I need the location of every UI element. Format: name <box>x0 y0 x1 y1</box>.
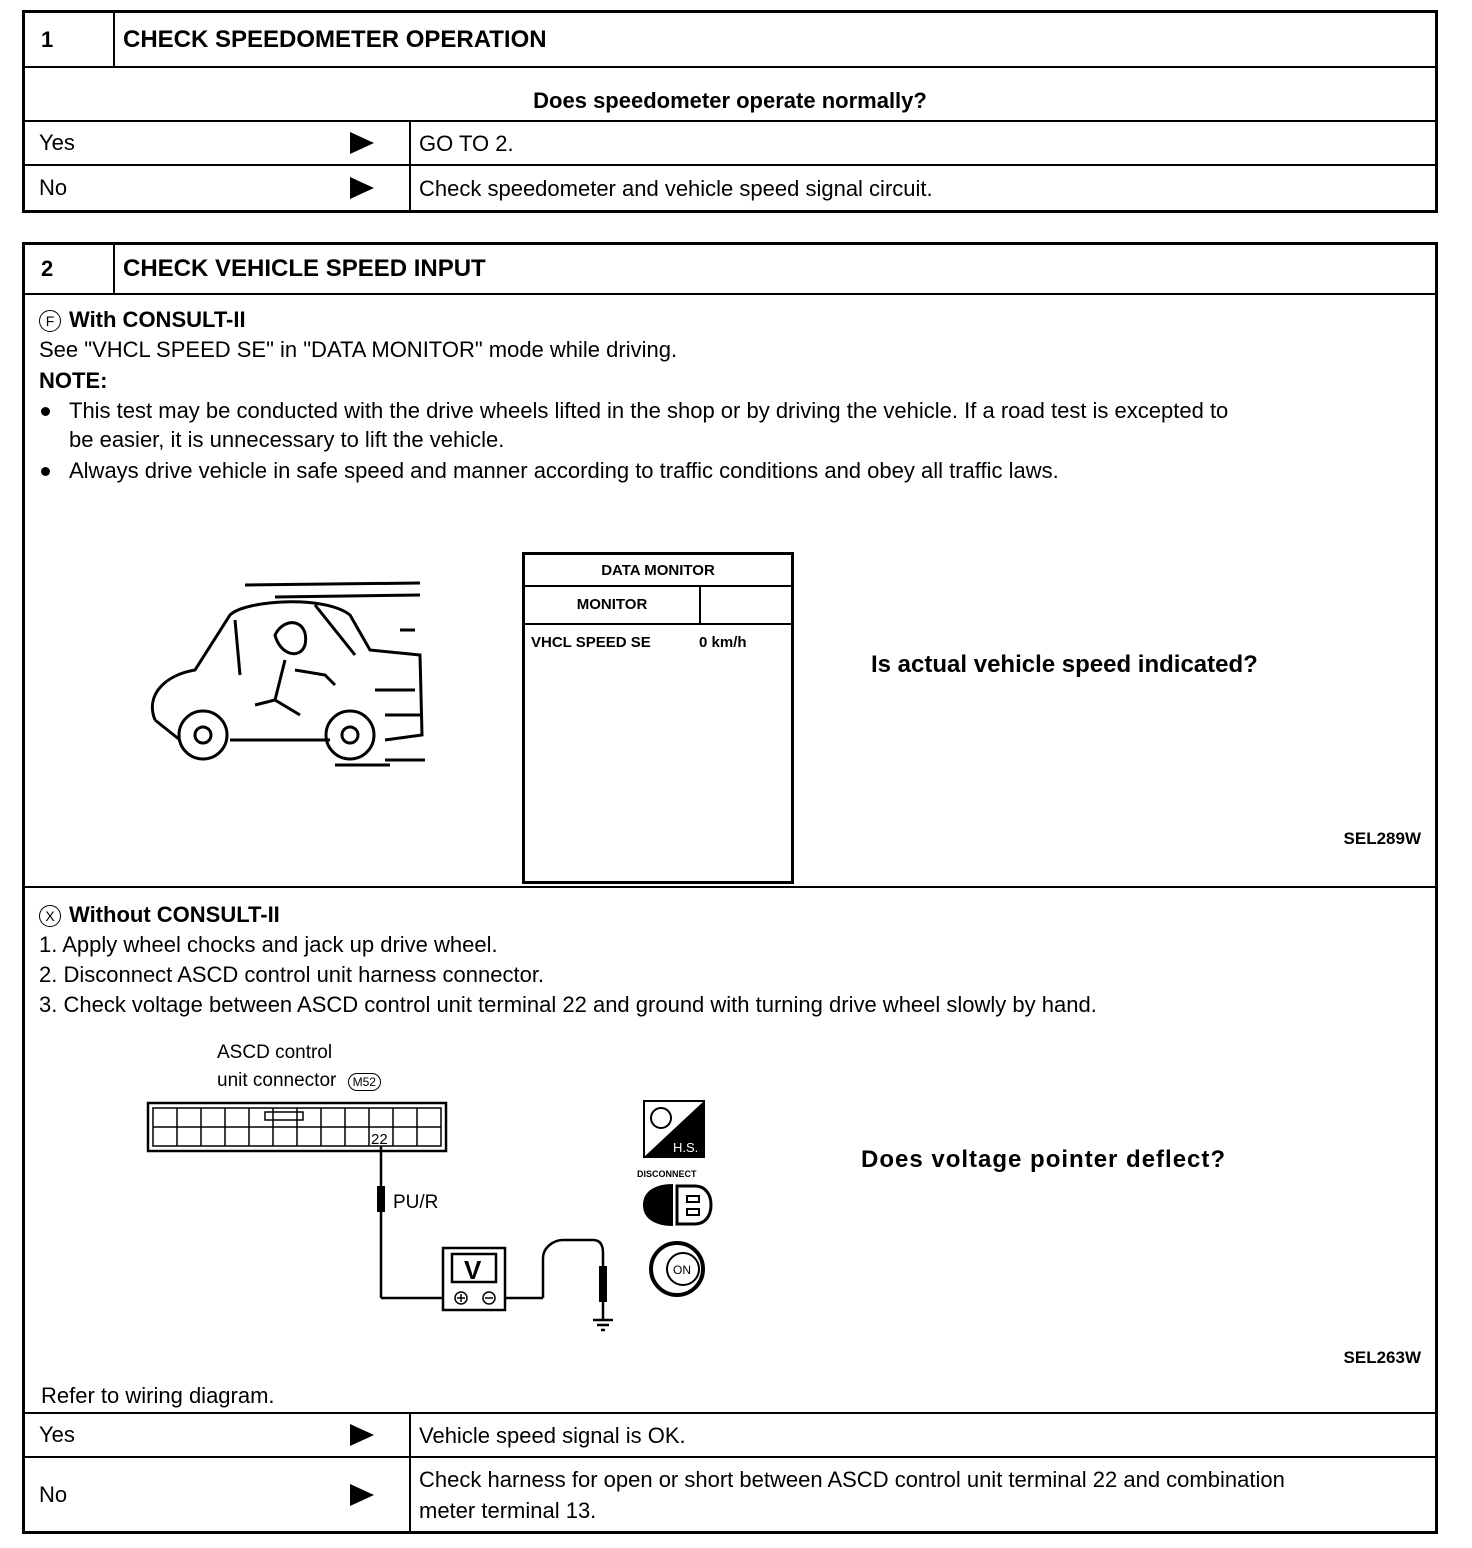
hs-icon <box>643 1100 705 1158</box>
disconnect-label: DISCONNECT <box>637 1169 697 1179</box>
monitor-subheader <box>525 585 791 625</box>
disconnect-icon <box>637 1182 717 1228</box>
consult-heading-text: With CONSULT-II <box>69 307 246 332</box>
procedure-step-3: 3. Check voltage between ASCD control unit terminal 22 and ground with turning drive wheel slowly by hand. <box>39 992 1097 1017</box>
step1-question-row <box>25 68 1435 122</box>
no-action <box>419 1458 1427 1531</box>
step-number: 1 <box>25 13 115 66</box>
no-action-line-2: meter terminal 13. <box>419 1497 597 1523</box>
no-action: Check speedometer and vehicle speed signal circuit. <box>419 175 933 201</box>
without-heading-text: Without CONSULT-II <box>69 902 280 927</box>
yes-label: Yes <box>25 122 411 164</box>
step2-box <box>22 242 1438 1534</box>
procedure-step-2: 2. Disconnect ASCD control unit harness connector. <box>39 962 545 987</box>
step2-no-row <box>25 1458 1435 1531</box>
no-consult-icon: X <box>39 905 61 927</box>
no-action-line-1: Check harness for open or short between ASCD control unit terminal 22 and combination <box>419 1466 1285 1492</box>
step1-header <box>25 13 1435 68</box>
arrow-right-icon <box>350 1484 374 1506</box>
note-bullet-2: Always drive vehicle in safe speed and manner according to traffic conditions and obey all traffic laws. <box>69 458 1059 483</box>
connector-label-1: ASCD control <box>217 1042 333 1063</box>
consult-section <box>25 295 1435 888</box>
without-heading <box>39 900 280 930</box>
ignition-on-icon <box>645 1238 715 1300</box>
car-driving-illustration <box>135 575 425 775</box>
step2-header <box>25 245 1435 295</box>
yes-action: GO TO 2. <box>419 130 514 156</box>
no-label: No <box>25 166 411 210</box>
figure-code: SEL263W <box>1343 1348 1421 1367</box>
consult-question: Is actual vehicle speed indicated? <box>871 651 1258 678</box>
yes-action: Vehicle speed signal is OK. <box>419 1422 686 1448</box>
monitor-value: 0 km/h <box>699 634 747 651</box>
step1-yes-row <box>25 122 1435 166</box>
voltmeter-label: V <box>464 1255 482 1285</box>
hs-label: H.S. <box>673 1140 699 1155</box>
arrow-right-icon <box>350 1424 374 1446</box>
monitor-title: DATA MONITOR <box>525 555 791 587</box>
bullet-icon <box>41 467 50 476</box>
step-title: CHECK SPEEDOMETER OPERATION <box>123 25 547 53</box>
step1-question: Does speedometer operate normally? <box>533 88 927 113</box>
no-label: No <box>25 1458 411 1531</box>
note-bullet-1-line-1: This test may be conducted with the drive wheels lifted in the shop or by driving the vehicle. If a road test is excepted to <box>69 398 1229 423</box>
without-consult-section <box>25 888 1435 1414</box>
consult-instruction: See "VHCL SPEED SE" in "DATA MONITOR" mode while driving. <box>39 337 678 362</box>
arrow-right-icon <box>350 177 374 199</box>
consult-icon: F <box>39 310 61 332</box>
figure-code: SEL289W <box>1343 829 1421 848</box>
step1-box <box>22 10 1438 213</box>
without-question: Does voltage pointer deflect? <box>861 1146 1227 1173</box>
step-title: CHECK VEHICLE SPEED INPUT <box>123 255 486 282</box>
data-monitor-screen <box>522 552 794 884</box>
step2-yes-row <box>25 1414 1435 1458</box>
refer-wiring-diagram: Refer to wiring diagram. <box>41 1383 275 1408</box>
ignition-label: ON <box>673 1263 691 1277</box>
note-label: NOTE: <box>39 368 108 393</box>
step-number: 2 <box>25 245 115 293</box>
connector-code-badge: M52 <box>348 1073 381 1091</box>
step1-no-row <box>25 166 1435 210</box>
arrow-right-icon <box>350 132 374 154</box>
procedure-step-1: 1. Apply wheel chocks and jack up drive wheel. <box>39 932 498 957</box>
connector-label-2 <box>217 1066 381 1096</box>
connector-label-2-text: unit connector <box>217 1070 337 1091</box>
note-bullet-1-line-2: be easier, it is unnecessary to lift the vehicle. <box>69 427 505 452</box>
terminal-label: 22 <box>371 1131 388 1148</box>
bullet-icon <box>41 407 50 416</box>
wire-color-label: PU/R <box>393 1192 439 1213</box>
monitor-column: MONITOR <box>525 585 701 623</box>
monitor-item: VHCL SPEED SE <box>531 634 651 651</box>
yes-label: Yes <box>25 1414 411 1456</box>
consult-heading <box>39 305 246 335</box>
